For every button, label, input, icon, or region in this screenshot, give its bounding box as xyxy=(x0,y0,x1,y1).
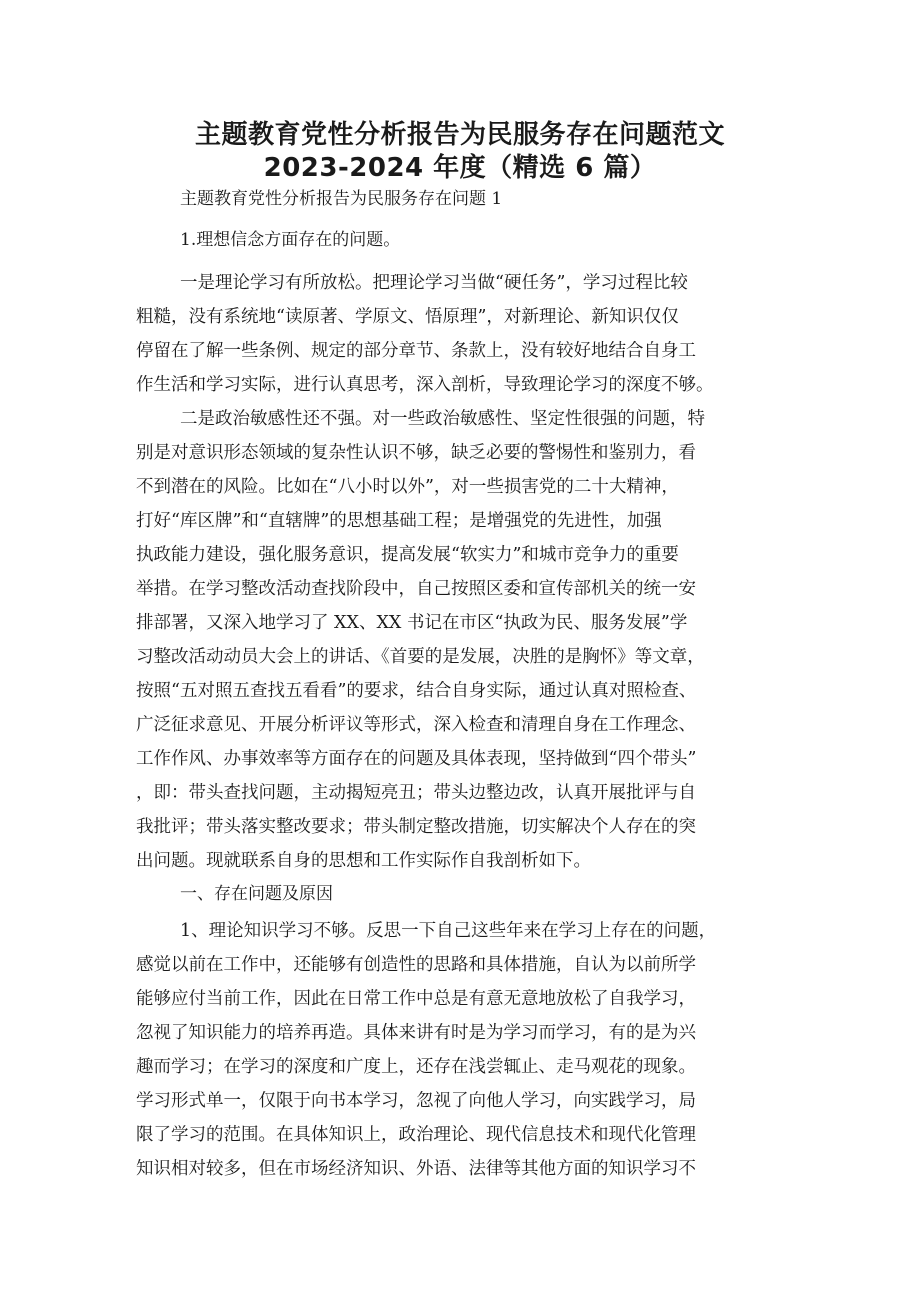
text-line: 出问题。现就联系自身的思想和工作实际作自我剖析如下。 xyxy=(136,851,591,871)
text-line: 限了学习的范围。在具体知识上，政治理论、现代信息技术和现代化管理 xyxy=(136,1125,696,1145)
text-line: 举措。在学习整改活动查找阶段中，自己按照区委和宣传部机关的统一安 xyxy=(136,579,696,599)
text-line: 广泛征求意见、开展分析评议等形式，深入检查和清理自身在工作理念、 xyxy=(136,715,696,735)
text-line: 感觉以前在工作中，还能够有创造性的思路和具体措施，自认为以前所学 xyxy=(136,955,696,975)
text-line: 1、理论知识学习不够。反思一下自己这些年来在学习上存在的问题， xyxy=(180,921,717,941)
text-line: 别是对意识形态领域的复杂性认识不够，缺乏必要的警惕性和鉴别力，看 xyxy=(136,443,696,463)
text-line: 不到潜在的风险。比如在“八小时以外”，对一些损害党的二十大精神， xyxy=(136,477,679,497)
text-line: 停留在了解一些条例、规定的部分章节、条款上，没有较好地结合自身工 xyxy=(136,341,696,361)
text-line: 排部署，又深入地学习了 XX、XX 书记在市区“执政为民、服务发展”学 xyxy=(136,613,688,633)
document-subtitle: 主题教育党性分析报告为民服务存在问题 1 xyxy=(180,189,503,209)
text-line: ，即：带头查找问题，主动揭短亮丑；带头边整边改，认真开展批评与自 xyxy=(136,783,696,803)
text-line: 二是政治敏感性还不强。对一些政治敏感性、坚定性很强的问题，特 xyxy=(180,409,705,429)
text-line: 按照“五对照五查找五看看”的要求，结合自身实际，通过认真对照检查、 xyxy=(136,681,697,701)
text-line: 一是理论学习有所放松。把理论学习当做“硬任务”，学习过程比较 xyxy=(180,273,688,293)
section-heading: 一、存在问题及原因 xyxy=(180,884,333,904)
text-line: 能够应付当前工作，因此在日常工作中总是有意无意地放松了自我学习， xyxy=(136,989,696,1009)
text-line: 学习形式单一，仅限于向书本学习，忽视了向他人学习，向实践学习，局 xyxy=(136,1091,696,1111)
text-line: 作生活和学习实际，进行认真思考，深入剖析，导致理论学习的深度不够。 xyxy=(136,375,714,395)
text-line: 粗糙，没有系统地“读原著、学原文、悟原理”，对新理论、新知识仅仅 xyxy=(136,307,679,327)
text-line: 工作作风、办事效率等方面存在的问题及具体表现，坚持做到“四个带头” xyxy=(136,749,697,769)
document-title-line2: 2023-2024 年度（精选 6 篇） xyxy=(263,153,657,183)
text-line: 知识相对较多，但在市场经济知识、外语、法律等其他方面的知识学习不 xyxy=(136,1159,696,1179)
document-title-line1: 主题教育党性分析报告为民服务存在问题范文 xyxy=(194,120,725,150)
section-heading: 1.理想信念方面存在的问题。 xyxy=(180,230,401,250)
text-line: 打好“库区牌”和“直辖牌”的思想基础工程；是增强党的先进性，加强 xyxy=(136,511,662,531)
text-line: 执政能力建设，强化服务意识，提高发展“软实力”和城市竞争力的重要 xyxy=(136,545,679,565)
text-line: 我批评；带头落实整改要求；带头制定整改措施，切实解决个人存在的突 xyxy=(136,817,696,837)
text-line: 忽视了知识能力的培养再造。具体来讲有时是为学习而学习，有的是为兴 xyxy=(136,1023,696,1043)
text-line: 习整改活动动员大会上的讲话、《首要的是发展，决胜的是胸怀》等文章， xyxy=(136,647,705,667)
text-line: 趣而学习；在学习的深度和广度上，还存在浅尝辄止、走马观花的现象。 xyxy=(136,1057,696,1077)
